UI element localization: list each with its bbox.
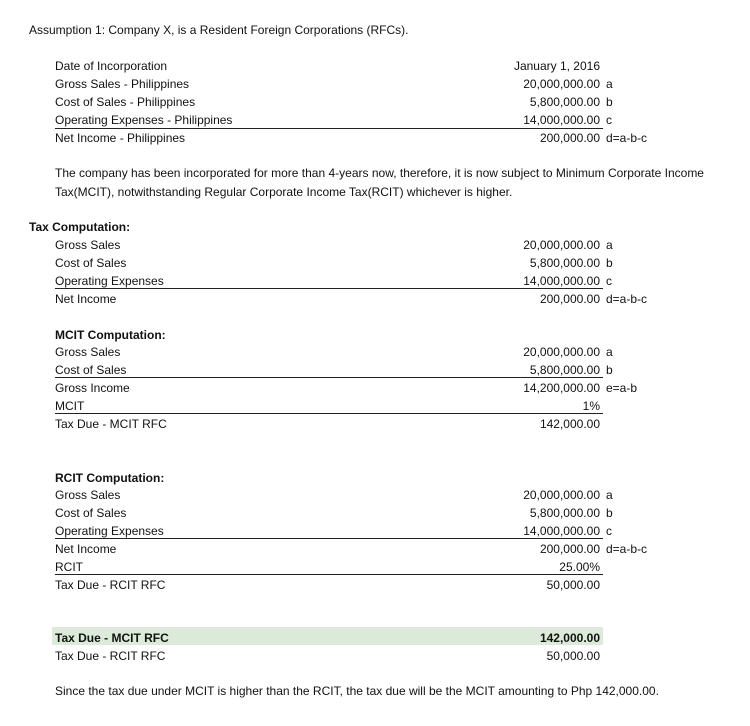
rcit-gross-sales-note: a <box>606 488 613 502</box>
rcit-gross-sales-label: Gross Sales <box>55 488 121 502</box>
rcit-opex-note: c <box>606 524 612 538</box>
mcit-gross-sales-label: Gross Sales <box>55 345 121 359</box>
summary-mcit-label: Tax Due - MCIT RFC <box>55 631 169 645</box>
tax-cost-note: b <box>606 256 613 270</box>
mcit-gross-sales-note: a <box>606 345 613 359</box>
assumption-net-income-value: 200,000.00 <box>539 131 600 145</box>
tax-opex-label: Operating Expenses <box>55 274 164 288</box>
tax-opex-note: c <box>606 274 612 288</box>
mcit-gross-sales-value: 20,000,000.00 <box>523 345 600 359</box>
rcit-net-income-note: d=a-b-c <box>606 542 648 556</box>
rcit-tax-due-label: Tax Due - RCIT RFC <box>55 578 166 592</box>
rcit-net-income-label: Net Income <box>55 542 117 556</box>
summary-rcit-label: Tax Due - RCIT RFC <box>55 649 166 663</box>
mcit-gross-income-label: Gross Income <box>55 381 130 395</box>
mcit-rate-value: 1% <box>582 399 600 413</box>
tax-gross-sales-label: Gross Sales <box>55 238 121 252</box>
summary-mcit-value: 142,000.00 <box>539 631 600 645</box>
assumption-gross-sales-label: Gross Sales - Philippines <box>55 77 190 91</box>
rcit-rate-value: 25.00% <box>559 560 600 574</box>
assumption-total-rule <box>55 128 603 129</box>
assumption-net-income-label: Net Income - Philippines <box>55 131 186 145</box>
tax-total-rule <box>55 288 603 289</box>
assumption-cost-note: b <box>606 95 613 109</box>
mcit-cost-note: b <box>606 363 613 377</box>
rcit-cost-value: 5,800,000.00 <box>529 506 600 520</box>
mcit-computation-title: MCIT Computation: <box>55 328 166 342</box>
mcit-gross-income-value: 14,200,000.00 <box>523 381 600 395</box>
rcit-cost-note: b <box>606 506 613 520</box>
assumption-net-income-note: d=a-b-c <box>606 131 648 145</box>
rcit-tax-due-value: 50,000.00 <box>546 578 600 592</box>
assumption-gross-sales-value: 20,000,000.00 <box>523 77 600 91</box>
mcit-tax-due-value: 142,000.00 <box>539 417 600 431</box>
assumption-date-value: January 1, 2016 <box>513 59 600 73</box>
assumption-gross-sales-note: a <box>606 77 613 91</box>
rcit-gross-sales-value: 20,000,000.00 <box>523 488 600 502</box>
assumption-date-label: Date of Incorporation <box>55 59 168 73</box>
mcit-applicability-paragraph: The company has been incorporated for more than 4-years now, therefore, it is now subject to Minimum Corporate Income Tax(MCIT), notwithstanding Regular Corporate Income Tax(RCIT) whichever is higher. <box>55 166 704 199</box>
summary-rcit-value: 50,000.00 <box>546 649 600 663</box>
tax-net-income-note: d=a-b-c <box>606 292 648 306</box>
assumption-opex-label: Operating Expenses - Philippines <box>55 113 233 127</box>
conclusion-text: Since the tax due under MCIT is higher than the RCIT, the tax due will be the MCIT amounting to Php 142,000.00. <box>55 684 659 698</box>
rcit-opex-label: Operating Expenses <box>55 524 164 538</box>
assumption-heading: Assumption 1: Company X, is a Resident Foreign Corporations (RFCs). <box>29 23 409 37</box>
mcit-rate-label: MCIT <box>55 399 85 413</box>
rcit-computation-title: RCIT Computation: <box>55 471 165 485</box>
rcit-rate-label: RCIT <box>55 560 83 574</box>
mcit-cost-label: Cost of Sales <box>55 363 127 377</box>
tax-cost-label: Cost of Sales <box>55 256 127 270</box>
rcit-net-income-rule <box>55 538 603 539</box>
mcit-gross-income-rule <box>55 377 603 378</box>
tax-computation-title: Tax Computation: <box>29 220 131 234</box>
tax-cost-value: 5,800,000.00 <box>529 256 600 270</box>
assumption-cost-label: Cost of Sales - Philippines <box>55 95 196 109</box>
tax-gross-sales-note: a <box>606 238 613 252</box>
mcit-cost-value: 5,800,000.00 <box>529 363 600 377</box>
rcit-tax-due-rule <box>55 574 603 575</box>
tax-opex-value: 14,000,000.00 <box>523 274 600 288</box>
assumption-opex-note: c <box>606 113 612 127</box>
tax-net-income-label: Net Income <box>55 292 117 306</box>
rcit-opex-value: 14,000,000.00 <box>523 524 600 538</box>
assumption-opex-value: 14,000,000.00 <box>523 113 600 127</box>
tax-net-income-value: 200,000.00 <box>539 292 600 306</box>
mcit-tax-due-rule <box>55 413 603 414</box>
assumption-cost-value: 5,800,000.00 <box>529 95 600 109</box>
rcit-cost-label: Cost of Sales <box>55 506 127 520</box>
mcit-gross-income-note: e=a-b <box>606 381 638 395</box>
rcit-net-income-value: 200,000.00 <box>539 542 600 556</box>
mcit-tax-due-label: Tax Due - MCIT RFC <box>55 417 167 431</box>
tax-gross-sales-value: 20,000,000.00 <box>523 238 600 252</box>
